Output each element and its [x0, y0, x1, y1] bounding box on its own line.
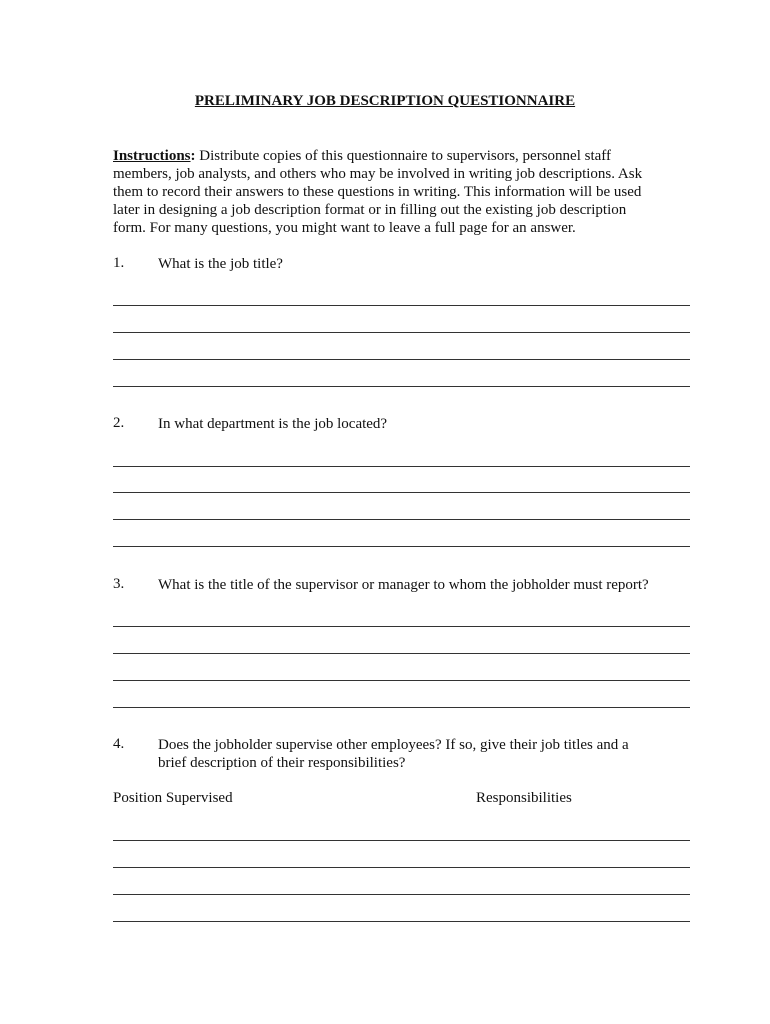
answer-line[interactable] — [113, 840, 690, 841]
answer-line[interactable] — [113, 332, 690, 333]
instructions-line: members, job analysts, and others who may be involved in writing job descriptions. Ask — [113, 166, 643, 182]
question-line: brief description of their responsibilities? — [158, 755, 406, 771]
question-text: What is the job title? — [158, 256, 283, 272]
instructions: Instructions: Distribute copies of this questionnaire to supervisors, personnel staff members, job analysts, and others who may be involved in writing job descriptions. Ask them to record their answers to these questions in writing. This information will be used later in designing a job description format or in filling out the existing job description form. For many questions, you might want to leave a full page for an answer. — [113, 148, 643, 236]
column-header-position: Position Supervised — [113, 790, 233, 806]
answer-line[interactable] — [113, 867, 690, 868]
question-number: 4. — [113, 736, 125, 752]
answer-line[interactable] — [113, 680, 690, 681]
answer-line[interactable] — [113, 305, 690, 306]
instructions-line: Distribute copies of this questionnaire to supervisors, personnel staff — [195, 148, 611, 164]
answer-line[interactable] — [113, 466, 690, 467]
column-header-responsibilities: Responsibilities — [476, 790, 572, 806]
instructions-line: form. For many questions, you might want to leave a full page for an answer. — [113, 220, 576, 236]
instructions-line: them to record their answers to these questions in writing. This information will be used — [113, 184, 642, 200]
question-text: What is the title of the supervisor or manager to whom the jobholder must report? — [158, 577, 649, 593]
question-line: Does the jobholder supervise other employees? If so, give their job titles and a — [158, 737, 629, 753]
instructions-label: Instructions — [113, 148, 191, 164]
question-text: In what department is the job located? — [158, 416, 388, 432]
answer-line[interactable] — [113, 921, 690, 922]
answer-line[interactable] — [113, 707, 690, 708]
answer-line[interactable] — [113, 894, 690, 895]
answer-line[interactable] — [113, 386, 690, 387]
question-number: 3. — [113, 576, 125, 592]
page-title: PRELIMINARY JOB DESCRIPTION QUESTIONNAIRE — [194, 93, 576, 109]
answer-line[interactable] — [113, 546, 690, 547]
instructions-line: later in designing a job description format or in filling out the existing job description — [113, 202, 627, 218]
question-number: 2. — [113, 415, 125, 431]
answer-line[interactable] — [113, 359, 690, 360]
answer-line[interactable] — [113, 626, 690, 627]
answer-line[interactable] — [113, 519, 690, 520]
answer-line[interactable] — [113, 653, 690, 654]
question-number: 1. — [113, 255, 125, 271]
answer-line[interactable] — [113, 492, 690, 493]
question-text — [158, 736, 629, 772]
